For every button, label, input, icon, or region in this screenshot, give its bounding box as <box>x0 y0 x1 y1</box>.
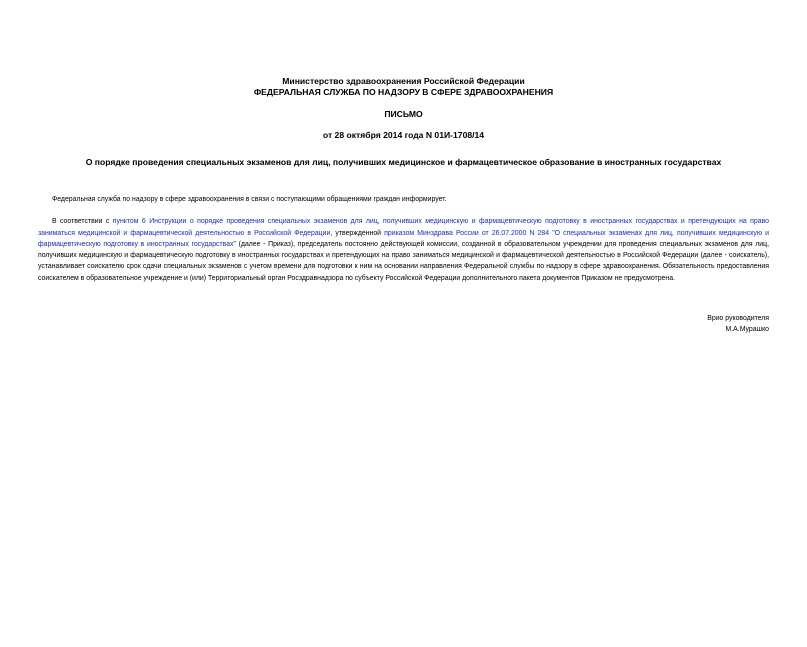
paragraph-main-middle: , утвержденной <box>330 229 385 237</box>
document-type: ПИСЬМО <box>384 109 423 119</box>
document-title: О порядке проведения специальных экзаменов для лиц, получивших медицинское и фармацевтическое образование в иностранных государствах <box>85 157 722 167</box>
service-name: ФЕДЕРАЛЬНАЯ СЛУЖБА ПО НАДЗОРУ В СФЕРЕ ЗДРАВООХРАНЕНИЯ <box>253 87 554 97</box>
signatory-position: Врио руководителя <box>707 315 769 323</box>
paragraph-intro: Федеральная служба по надзору в сфере здравоохранения в связи с поступающими обращениями граждан информирует. <box>52 196 447 203</box>
document-page <box>0 76 807 647</box>
order-link[interactable]: приказом Минздрава России от 26.07.2000 N 284 "О специальных экзаменах для лиц, получивших медицинскую и фармацевтическую подготовку в иностранных государствах" <box>38 229 769 248</box>
paragraph-main-suffix: (далее - Приказ), председатель постоянно действующей комиссии, созданной в образовательном учреждении для проведения специальных экзаменов для лиц, получивших медицинскую и фармацевтическую подготовку в иностранных государствах и претендующих на право заниматься медицинской и фармацевтической деятельностью в Российской Федерации (далее - соискатель), устанавливает соискателю срок сдачи специальных экзаменов с учетом времени для подготовки к ним на основании направления Федеральной службы по надзору в сфере здравоохранения. Обязательность предоставления соискателем в образовательное учреждение и (или) Территориальный орган Росздравнадзора по субъекту Российской Федерации дополнительного пакета документов Приказом не предусмотрена. <box>38 240 769 282</box>
signatory-name: М.А.Мурашко <box>725 326 769 334</box>
paragraph-main-prefix: В соответствии с <box>52 218 113 226</box>
ministry-name: Министерство здравоохранения Российской Федерации <box>282 76 525 86</box>
signature-block <box>38 313 769 336</box>
instruction-link[interactable]: пунктом 6 Инструкции о порядке проведения специальных экзаменов для лиц, получивших медицинскую и фармацевтическую подготовку в иностранных государствах и претендующих на право заниматься медицинской и фармацевтической деятельностью в Российской Федерации <box>38 218 769 237</box>
document-date: от 28 октября 2014 года N 01И-1708/14 <box>322 130 485 140</box>
paragraph-main <box>38 216 769 284</box>
